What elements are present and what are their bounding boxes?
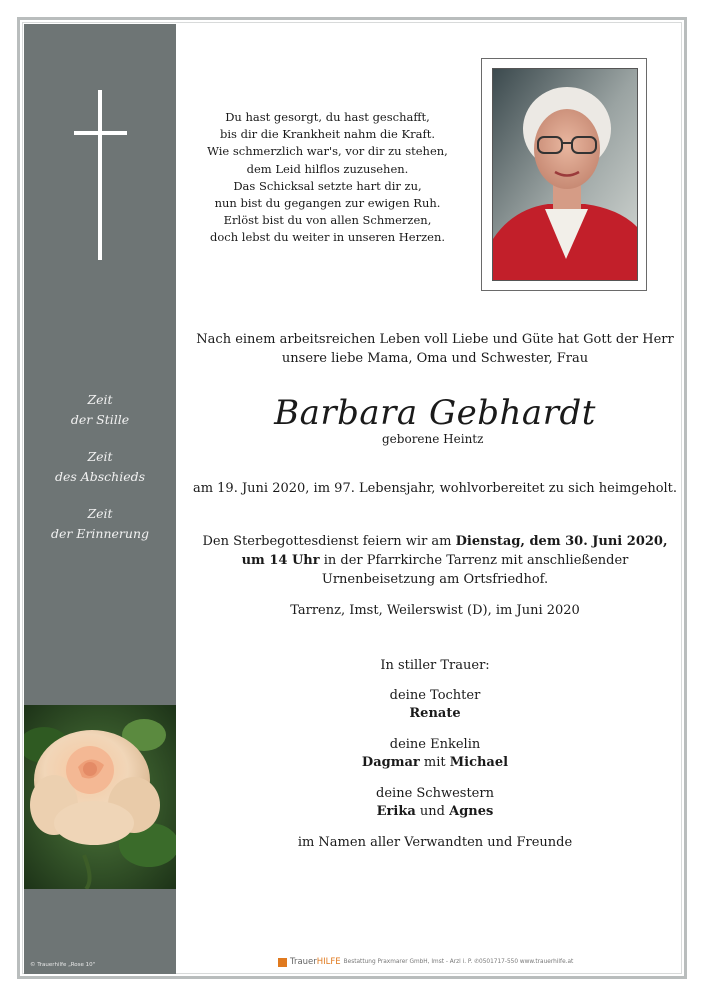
side-poem-line: der Erinnerung [50, 525, 150, 541]
granddaughter-name: Dagmar [361, 755, 420, 770]
trauerhilfe-logo-icon [278, 958, 287, 967]
connector: und [415, 804, 450, 819]
sister-name: Erika [376, 804, 416, 819]
sister-name: Agnes [449, 804, 494, 819]
service-time: um 14 Uhr [241, 553, 320, 568]
service-burial: Urnenbeisetzung am Ortsfriedhof. [321, 572, 549, 587]
side-poem-line: Zeit [87, 506, 113, 521]
granddaughter-names [190, 753, 680, 772]
connector: mit [419, 755, 450, 770]
poem-line: Wie schmerzlich war's, vor dir zu stehen, [207, 144, 448, 159]
portrait-photo [492, 68, 638, 281]
sisters-label: deine Schwestern [376, 786, 494, 801]
cross-icon [98, 90, 102, 260]
daughter-label: deine Tochter [389, 688, 481, 703]
sisters-names [190, 802, 680, 821]
intro-line: unsere liebe Mama, Oma und Schwester, Frau [281, 351, 589, 366]
poem-line: bis dir die Krankheit nahm die Kraft. [220, 127, 435, 142]
death-notice: am 19. Juni 2020, im 97. Lebensjahr, wohlvorbereitet zu sich heimgeholt. [192, 481, 678, 496]
service-info [190, 532, 680, 589]
sidebar-poem [24, 390, 176, 543]
side-poem-line: der Stille [70, 411, 130, 427]
footer-logo: TrauerHILFE [290, 957, 341, 967]
relatives-line: im Namen aller Verwandten und Freunde [297, 835, 573, 850]
poem-line: doch lebst du weiter in unseren Herzen. [209, 230, 446, 245]
intro-line: Nach einem arbeitsreichen Leben voll Liebe und Güte hat Gott der Herr [196, 332, 674, 347]
rose-image [24, 705, 176, 889]
footer [278, 956, 573, 968]
cross-icon-bar [74, 131, 127, 135]
place-date: Tarrenz, Imst, Weilerswist (D), im Juni 2020 [290, 603, 580, 618]
mourning-heading: In stiller Trauer: [380, 658, 490, 673]
deceased-name: Barbara Gebhardt [274, 393, 596, 433]
side-poem-line: des Abschieds [54, 468, 146, 484]
partner-name: Michael [449, 755, 509, 770]
granddaughter-label: deine Enkelin [389, 737, 481, 752]
side-poem-line: Zeit [87, 392, 113, 407]
side-poem-line: Zeit [87, 449, 113, 464]
birth-name: geborene Heintz [382, 432, 484, 446]
poem-line: Das Schicksal setzte hart dir zu, [233, 178, 422, 193]
poem-line: nun bist du gegangen zur ewigen Ruh. [214, 196, 441, 211]
service-rest: in der Pfarrkirche Tarrenz mit anschließender [319, 553, 629, 568]
footer-text: Bestattung Praxmarer GmbH, Imst - Arzl i. P. ✆0501717-550 www.trauerhilfe.at [343, 959, 574, 965]
service-date: Dienstag, dem 30. Juni 2020, [455, 534, 668, 549]
poem-line: Du hast gesorgt, du hast geschafft, [225, 110, 430, 124]
service-pre: Den Sterbegottesdienst feiern wir am [202, 534, 456, 549]
poem-line: dem Leid hilflos zuzusehen. [246, 161, 409, 176]
daughter-name: Renate [409, 706, 461, 721]
poem [200, 109, 455, 247]
poem-line: Erlöst bist du von allen Schmerzen, [223, 213, 432, 228]
intro-text [190, 330, 680, 368]
image-credit: © Trauerhilfe „Rose 10" [30, 962, 96, 968]
